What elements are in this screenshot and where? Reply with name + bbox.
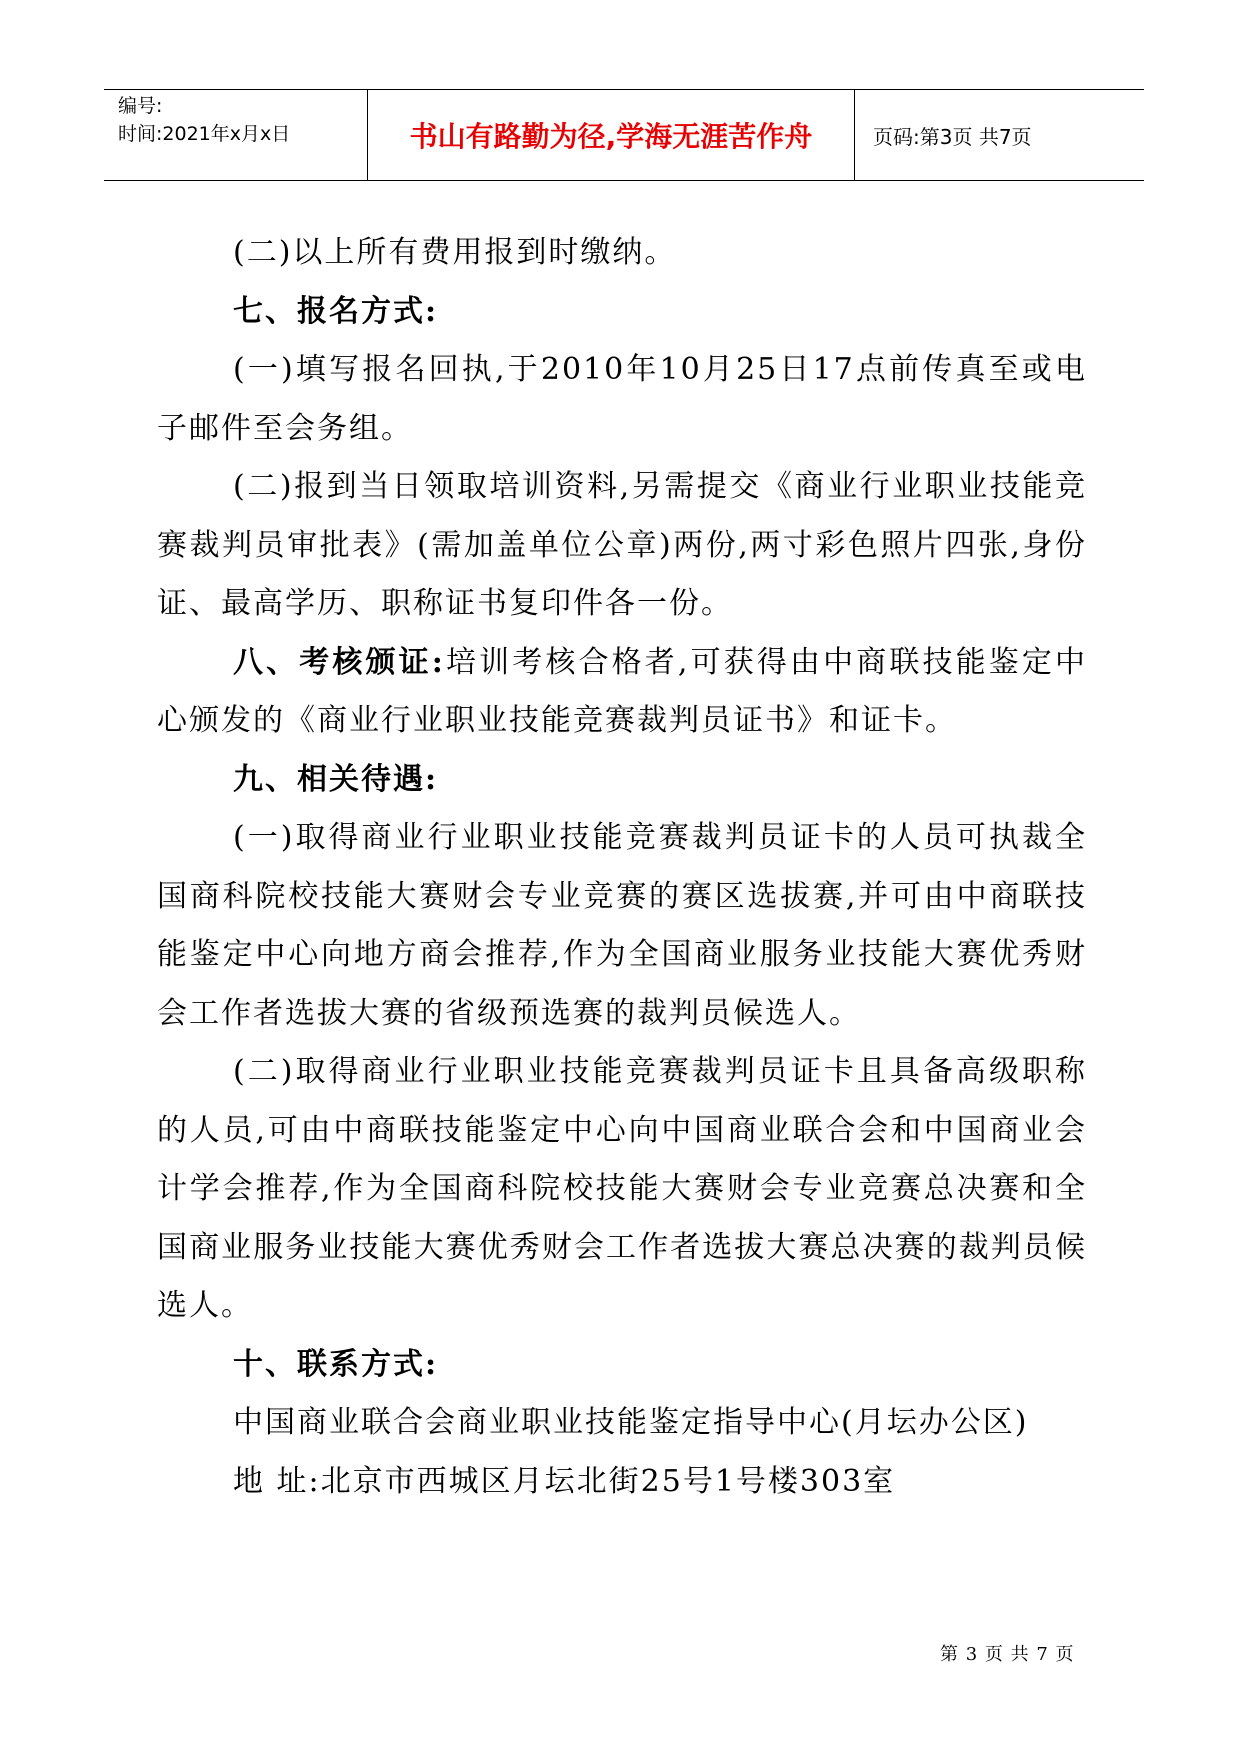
header-page-info: 页码:第3页 共7页 [873, 124, 1032, 149]
document-date: 时间:2021年x月x日 [118, 123, 291, 145]
page-footer: 第 3 页 共 7 页 [940, 1644, 1075, 1665]
section-heading-10: 十、联系方式: [233, 1346, 439, 1382]
document-number-label: 编号: [118, 95, 163, 117]
paragraph: (二)取得商业行业职业技能竞赛裁判员证卡且具备高级职称的人员,可由中商联技能鉴定中心向中国商业联合会和中国商业会计学会推荐,作为全国商科院校技能大赛财会专业竞赛总决赛和全国商业服务业技能大赛优秀财会工作者选拔大赛总决赛的裁判员候选人。 [157, 1054, 1087, 1323]
section-8-text: 培训考核合格者,可获得由中商联技能鉴定中心颁发的《商业行业职业技能竞赛裁判员证书》和证卡。 [157, 644, 1087, 738]
paragraph: (二)以上所有费用报到时缴纳。 [233, 235, 677, 270]
paragraph: (二)报到当日领取培训资料,另需提交《商业行业职业技能竞赛裁判员审批表》(需加盖单位公章)两份,两寸彩色照片四张,身份证、最高学历、职称证书复印件各一份。 [157, 469, 1087, 621]
section-heading-8: 八、考核颁证: [233, 644, 445, 680]
contact-address: 地 址:北京市西城区月坛北街25号1号楼303室 [233, 1463, 896, 1499]
section-heading-9: 九、相关待遇: [233, 761, 439, 797]
paragraph: (一)填写报名回执,于2010年10月25日17点前传真至或电子邮件至会务组。 [157, 352, 1087, 446]
paragraph: (一)取得商业行业职业技能竞赛裁判员证卡的人员可执裁全国商科院校技能大赛财会专业竞赛的赛区选拔赛,并可由中商联技能鉴定中心向地方商会推荐,作为全国商业服务业技能大赛优秀财会工作者选拔大赛的省级预选赛的裁判员候选人。 [157, 820, 1087, 1031]
section-8 [157, 634, 1087, 751]
page-header [104, 89, 1144, 181]
header-meta [104, 90, 368, 180]
document-body [157, 224, 1087, 1511]
header-motto: 书山有路勤为径,学海无涯苦作舟 [368, 90, 855, 180]
contact-organization: 中国商业联合会商业职业技能鉴定指导中心(月坛办公区) [233, 1405, 1029, 1440]
section-heading-7: 七、报名方式: [233, 293, 439, 329]
